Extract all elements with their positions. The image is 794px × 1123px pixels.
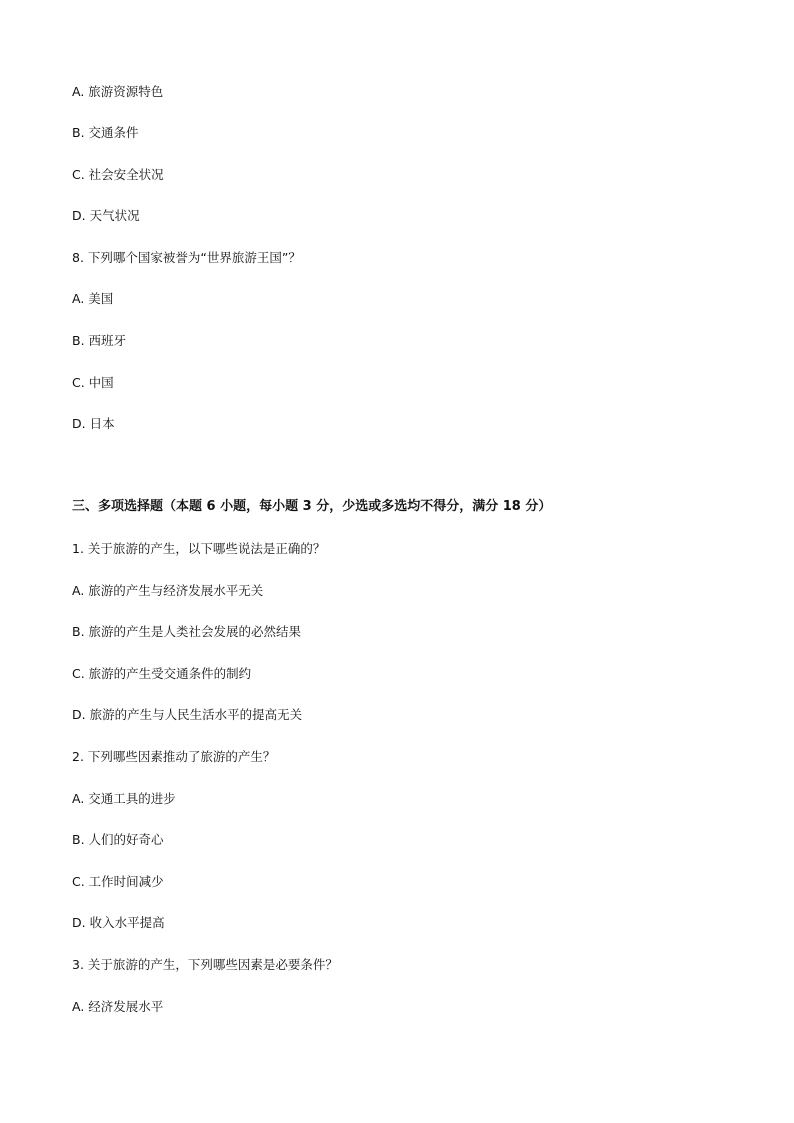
q8-option-a: A. 美国: [72, 291, 114, 306]
mc-q1-option-b: B. 旅游的产生是人类社会发展的必然结果: [72, 624, 302, 639]
mc-question-1: 1. 关于旅游的产生，以下哪些说法是正确的？: [72, 541, 326, 556]
mc-question-2: 2. 下列哪些因素推动了旅游的产生？: [72, 749, 276, 764]
section-3-heading: 三、多项选择题（本题 6 小题，每小题 3 分，少选或多选均不得分，满分 18 分）: [72, 499, 552, 514]
q8-option-b: B. 西班牙: [72, 333, 127, 348]
q8-option-c: C. 中国: [72, 375, 114, 390]
prev-option-b: B. 交通条件: [72, 125, 139, 140]
prev-option-c: C. 社会安全状况: [72, 167, 164, 182]
mc-q2-option-b: B. 人们的好奇心: [72, 832, 164, 847]
prev-option-a: A. 旅游资源特色: [72, 84, 164, 99]
mc-q2-option-d: D. 收入水平提高: [72, 915, 165, 930]
mc-q3-option-a: A. 经济发展水平: [72, 999, 164, 1014]
mc-q1-option-d: D. 旅游的产生与人民生活水平的提高无关: [72, 707, 303, 722]
question-8: 8. 下列哪个国家被誉为“世界旅游王国”？: [72, 250, 301, 265]
prev-option-d: D. 天气状况: [72, 208, 140, 223]
mc-question-3: 3. 关于旅游的产生，下列哪些因素是必要条件？: [72, 957, 338, 972]
mc-q2-option-c: C. 工作时间减少: [72, 874, 164, 889]
q8-option-d: D. 日本: [72, 416, 115, 431]
mc-q2-option-a: A. 交通工具的进步: [72, 791, 176, 806]
mc-q1-option-c: C. 旅游的产生受交通条件的制约: [72, 666, 252, 681]
mc-q1-option-a: A. 旅游的产生与经济发展水平无关: [72, 583, 264, 598]
